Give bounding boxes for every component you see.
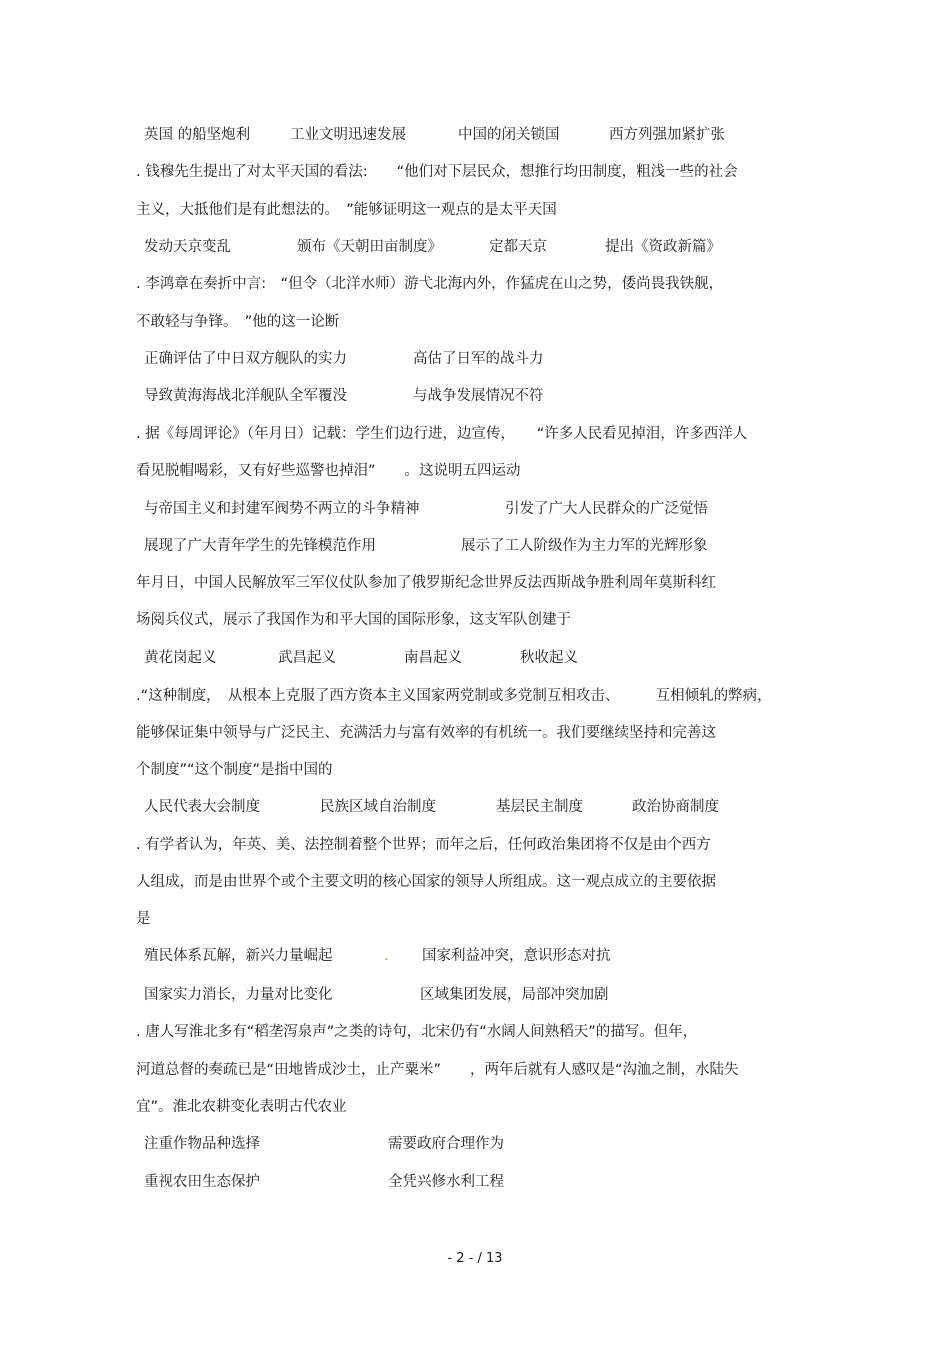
question-text-line: 个制度”“这个制度”是指中国的	[136, 762, 333, 778]
option-a: 与帝国主义和封建军阀势不两立的斗争精神	[144, 501, 420, 517]
option-b: 工业文明迅速发展	[290, 127, 406, 143]
option-b: 民族区域自治制度	[320, 799, 436, 815]
option-a: 黄花岗起义	[144, 650, 217, 666]
option-c: 导致黄海海战北洋舰队全军覆没	[144, 388, 347, 404]
option-a: 英国 的船坚炮利	[144, 127, 251, 143]
question-text-line: 宜”。淮北农耕变化表明古代农业	[136, 1099, 347, 1115]
option-d: 全凭兴修水利工程	[388, 1174, 504, 1190]
option-b: 引发了广大人民群众的广泛觉悟	[505, 501, 708, 517]
option-d: 与战争发展情况不符	[413, 388, 544, 404]
option-a: 正确评估了中日双方舰队的实力	[144, 351, 347, 367]
option-c: 中国的闭关锁国	[458, 127, 560, 143]
option-b: 国家利益冲突，意识形态对抗	[422, 948, 611, 964]
option-c: 南昌起义	[404, 650, 462, 666]
option-c: 基层民主制度	[496, 799, 583, 815]
option-d: 提出《资政新篇》	[605, 239, 721, 255]
option-dot-mark: .	[384, 948, 389, 964]
option-d: 区域集团发展，局部冲突加剧	[420, 987, 609, 1003]
question-text-line: 河道总督的奏疏已是“田地皆成沙土，止产粟米” ，两年后就有人感叹是“沟洫之制，水陆失	[136, 1062, 739, 1078]
option-b: 高估了日军的战斗力	[413, 351, 544, 367]
option-c: 重视农田生态保护	[144, 1174, 260, 1190]
question-text-line: . 有学者认为，年英、美、法控制着整个世界；而年之后，任何政治集团将不仅是由个西方	[136, 837, 711, 853]
option-d: 西方列强加紧扩张	[609, 127, 725, 143]
option-b: 颁布《天朝田亩制度》	[297, 239, 442, 255]
question-text-line: 主义，大抵他们是有此想法的。 ”能够证明这一观点的是太平天国	[136, 202, 557, 218]
option-d: 展示了工人阶级作为主力军的光辉形象	[461, 538, 708, 554]
option-d: 秋收起义	[520, 650, 578, 666]
question-text-line: . 唐人写淮北多有“稻垄泻泉声”之类的诗句，北宋仍有“水阔人间熟稻天”的描写。但年，	[136, 1024, 698, 1040]
question-text-line: 不敢轻与争锋。 ”他的这一论断	[136, 314, 340, 330]
option-a: 人民代表大会制度	[144, 799, 260, 815]
question-text-line: 人组成，而是由世界个或个主要文明的核心国家的领导人所组成。这一观点成立的主要依据	[136, 874, 716, 890]
question-text-line: . 李鸿章在奏折中言: “但令（北洋水师）游弋北海内外，作猛虎在山之势，倭尚畏我铁舰，	[136, 276, 724, 292]
option-c: 国家实力消长，力量对比变化	[144, 987, 333, 1003]
question-text-line: . 钱穆先生提出了对太平天国的看法: “他们对下层民众，想推行均田制度，粗浅一些的社会	[136, 164, 738, 180]
question-text-line: .“这种制度， 从根本上克服了西方资本主义国家两党制或多党制互相攻击、 互相倾轧的弊病，	[136, 688, 772, 704]
page-number: - 2 - / 13	[447, 1251, 503, 1266]
question-text-line: 场阅兵仪式，展示了我国作为和平大国的国际形象，这支军队创建于	[136, 612, 571, 628]
question-text-line: 能够保证集中领导与广泛民主、充满活力与富有效率的有机统一。我们要继续坚持和完善这	[136, 725, 716, 741]
option-a: 发动天京变乱	[144, 239, 231, 255]
option-c: 定都天京	[489, 239, 547, 255]
option-a: 注重作物品种选择	[144, 1136, 260, 1152]
option-c: 展现了广大青年学生的先锋模范作用	[144, 538, 376, 554]
question-text-line: 年月日，中国人民解放军三军仪仗队参加了俄罗斯纪念世界反法西斯战争胜利周年莫斯科红	[136, 575, 716, 591]
question-text-line: 是	[136, 911, 151, 927]
question-text-line: 看见脱帽喝彩，又有好些巡警也掉泪” 。这说明五四运动	[136, 463, 521, 479]
question-text-line: . 据《每周评论》（年月日）记载：学生们边行进，边宣传， “许多人民看见掉泪，许多西洋人	[136, 426, 748, 442]
option-d: 政治协商制度	[632, 799, 719, 815]
option-a: 殖民体系瓦解，新兴力量崛起	[144, 948, 333, 964]
option-b: 需要政府合理作为	[388, 1136, 504, 1152]
option-b: 武昌起义	[278, 650, 336, 666]
